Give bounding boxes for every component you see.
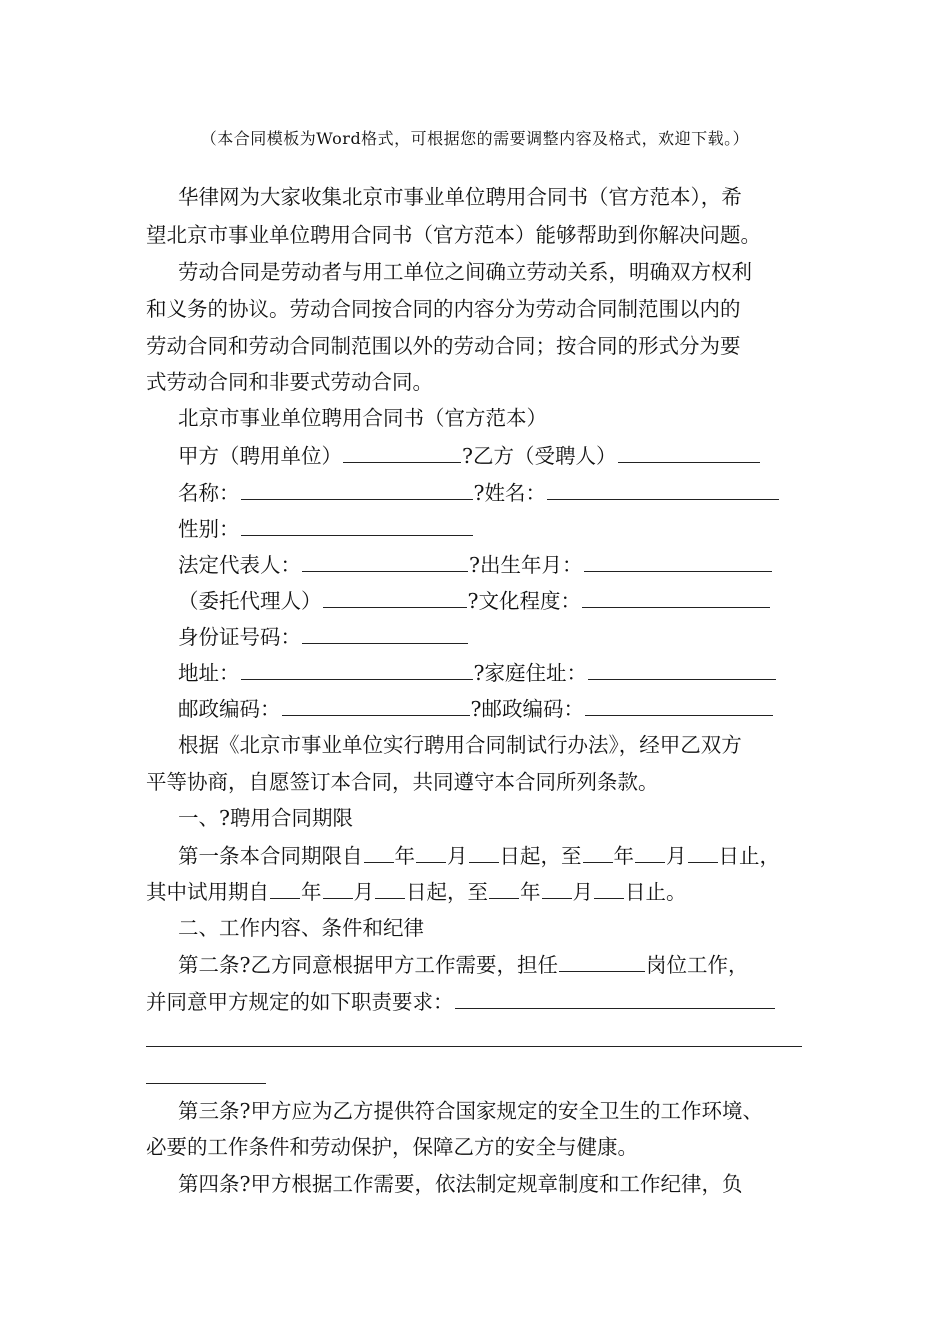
article-2-duties-text: 并同意甲方规定的如下职责要求： [146,990,454,1014]
home-address-label: ?家庭住址： [473,661,587,685]
person-name-label: ?姓名： [473,481,546,505]
agent-blank [323,585,467,608]
education-blank [582,585,770,608]
duties-blank [455,986,775,1009]
gender-row [178,513,474,544]
trial-end-day-blank [594,876,624,899]
year-label: 年 [613,844,634,868]
contract-title: 北京市事业单位聘用合同书（官方范本） [178,406,547,430]
id-label: 身份证号码： [178,625,301,649]
legal-rep-row [178,549,773,580]
education-label: ?文化程度： [467,589,581,613]
article-2-line-2 [146,986,776,1017]
article-2-text-b: 岗位工作， [646,953,749,977]
section-2-heading: 二、工作内容、条件和纪律 [178,916,424,940]
birth-blank [584,549,772,572]
gender-label: 性别： [178,517,240,541]
end-label: 日止。 [625,880,687,904]
month-label: 月 [666,844,687,868]
article-1-line-2 [146,876,687,907]
trial-start-day-blank [375,876,405,899]
party-row [178,440,761,471]
end-day-blank [688,840,718,863]
year-label: 年 [301,880,322,904]
year-label: 年 [394,844,415,868]
intro-line-1: 华律网为大家收集北京市事业单位聘用合同书（官方范本），希 [178,185,742,209]
trial-start-year-blank [270,876,300,899]
month-label: 月 [572,880,593,904]
party-a-blank [343,440,461,463]
address-blank [241,657,473,680]
home-address-blank [588,657,776,680]
id-row [178,621,469,652]
duties-rule-2 [146,1083,266,1084]
start-month-blank [416,840,446,863]
end-month-blank [635,840,665,863]
end-year-blank [583,840,613,863]
start-year-blank [364,840,394,863]
month-label: 月 [447,844,468,868]
article-3-line-1: 第三条?甲方应为乙方提供符合国家规定的安全卫生的工作环境、 [178,1099,763,1123]
to-label: 日止， [718,844,780,868]
trial-text: 其中试用期自 [146,880,269,904]
from-label: 日起，至 [406,880,488,904]
postcode-row [178,693,774,724]
legal-rep-blank [302,549,468,572]
article-1-text: 第一条本合同期限自 [178,844,363,868]
definition-line-1: 劳动合同是劳动者与用工单位之间确立劳动关系，明确双方权利 [178,260,752,284]
trial-end-year-blank [489,876,519,899]
definition-line-2: 和义务的协议。劳动合同按合同的内容分为劳动合同制范围以内的 [146,297,741,321]
postcode-a-label: 邮政编码： [178,697,281,721]
postcode-a-blank [282,693,470,716]
party-b-label: ?乙方（受聘人） [462,444,617,468]
postcode-b-blank [585,693,773,716]
id-blank [302,621,468,644]
article-2-text: 第二条?乙方同意根据甲方工作需要，担任 [178,953,558,977]
article-2-line-1 [178,949,749,980]
birth-label: ?出生年月： [469,553,583,577]
definition-line-4: 式劳动合同和非要式劳动合同。 [146,370,433,394]
person-name-blank [547,477,779,500]
name-row [178,477,780,508]
basis-line-2: 平等协商，自愿签订本合同，共同遵守本合同所列条款。 [146,770,659,794]
section-1-heading: 一、?聘用合同期限 [178,806,353,830]
party-a-label: 甲方（聘用单位） [178,444,342,468]
org-name-blank [241,477,473,500]
org-name-label: 名称： [178,481,240,505]
article-1-line-1 [178,840,780,871]
month-label: 月 [353,880,374,904]
template-note: （本合同模板为Word格式，可根据您的需要调整内容及格式，欢迎下载。） [200,129,750,148]
start-day-blank [469,840,499,863]
trial-start-month-blank [323,876,353,899]
basis-line-1: 根据《北京市事业单位实行聘用合同制试行办法》，经甲乙双方 [178,733,742,757]
legal-rep-label: 法定代表人： [178,553,301,577]
definition-line-3: 劳动合同和劳动合同制范围以外的劳动合同；按合同的形式分为要 [146,334,741,358]
article-3-line-2: 必要的工作条件和劳动保护，保障乙方的安全与健康。 [146,1135,638,1159]
position-blank [559,949,645,972]
address-label: 地址： [178,661,240,685]
duties-rule-1 [146,1046,802,1047]
trial-end-month-blank [542,876,572,899]
party-b-blank [618,440,760,463]
agent-label: （委托代理人） [178,589,322,613]
article-4-line-1: 第四条?甲方根据工作需要，依法制定规章制度和工作纪律，负 [178,1172,743,1196]
postcode-b-label: ?邮政编码： [470,697,584,721]
gender-blank [241,513,473,536]
intro-line-2: 望北京市事业单位聘用合同书（官方范本）能够帮助到你解决问题。 [146,223,761,247]
from-label: 日起，至 [499,844,582,868]
address-row [178,657,777,688]
agent-row [178,585,771,616]
year-label: 年 [520,880,541,904]
